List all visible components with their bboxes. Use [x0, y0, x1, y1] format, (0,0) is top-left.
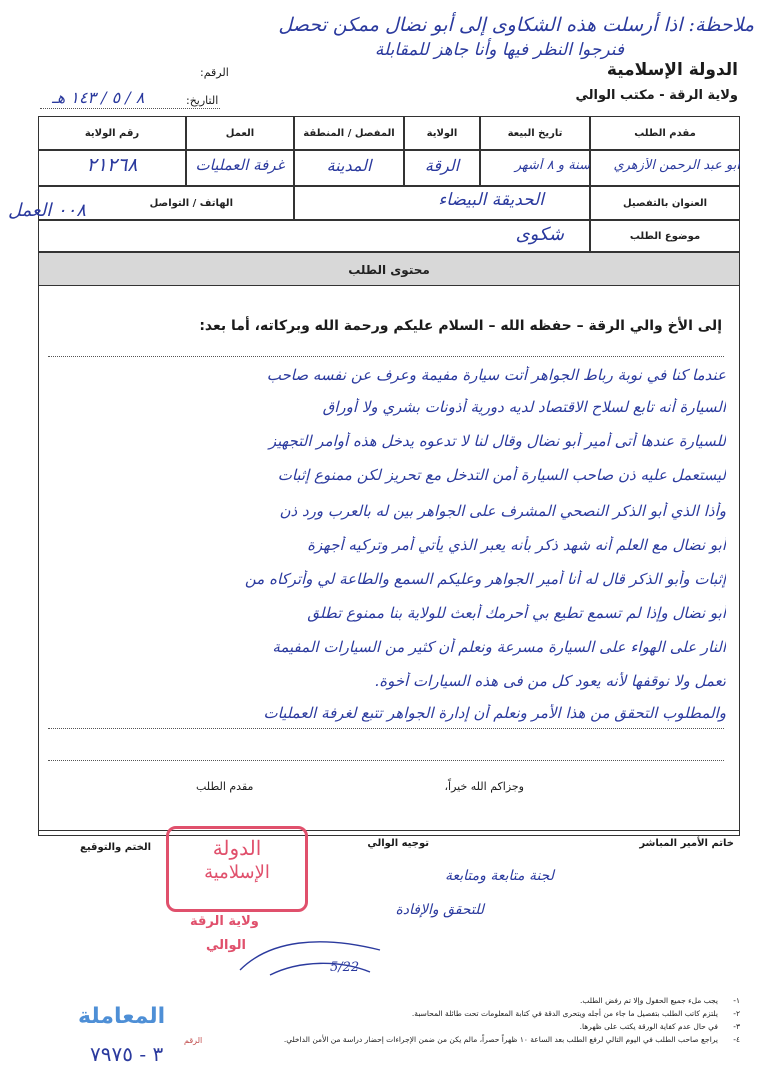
ref-value: ٣ - ٧٩٧٥ [90, 1042, 164, 1066]
body-line: عندما كنا في نوبة رباط الجواهر أتت سيارة مفيمة وعرف عن نفسه صاحب [266, 366, 726, 384]
wilaya-number-value: ٢١٢٦٨ [86, 154, 138, 176]
stamp-line4: الوالي [206, 938, 246, 953]
stamp-line2: الإسلامية [204, 862, 270, 883]
subject-value-cell [38, 220, 590, 252]
body-line: والمطلوب التحقق من هذا الأمر ونعلم أن إدارة الجواهر تتبع لغرفة العمليات [263, 704, 726, 722]
wilaya-number-header: رقم الولاية [38, 116, 186, 150]
ref-label: الرقم [184, 1036, 203, 1045]
emir-label: خاتم الأمير المباشر [639, 838, 734, 849]
top-note-line2: فنرجوا النظر فيها وأنا جاهز للمقابلة [374, 40, 624, 60]
phone-header: الهاتف / التواصل [38, 186, 294, 220]
wali-signature [230, 930, 390, 990]
sign-date: 5/22 [330, 960, 360, 975]
number-label: الرقم: [200, 66, 229, 79]
wali-direction-line1: لجنة متابعة ومتابعة [445, 868, 554, 884]
footer-note: ٣-في حال عدم كفاية الورقة يكتب على ظهرها. [579, 1022, 740, 1031]
phone-value: ٠٠٨ العمل [8, 200, 86, 221]
body-line: السيارة أنه تابع لسلاح الاقتصاد لديه دورية أذونات بشري ولا أوراق [322, 398, 726, 416]
salutation: إلى الأخ والي الرقة – حفظه الله – السلام عليكم ورحمة الله وبركاته، أما بعد: [199, 318, 722, 334]
body-dotted-line-0 [48, 356, 724, 357]
body-line: تعمل ولا نوقفها لأنه يعود كل من فى هذه السيارات أخوة. [374, 672, 726, 690]
date-label: التاريخ: [186, 94, 219, 107]
closing-applicant-label: مقدم الطلب [196, 780, 254, 793]
applicant-value: أبو عبد الرحمن الأزهري [613, 158, 740, 173]
stamp-line1: الدولة [212, 836, 262, 860]
body-line: وأذا الذي أبو الذكر النصحي المشرف على الجواهر بين له بالعرب ورد ذن [279, 502, 726, 520]
state-title: الدولة الإسلامية [606, 60, 738, 80]
pledge-date-value: سنة و ٨ أشهر [514, 158, 590, 173]
content-header: محتوى الطلب [38, 252, 740, 286]
mu3amala-stamp: المعاملة [78, 1004, 166, 1029]
wali-label: توجيه الوالي [367, 838, 429, 849]
subject-value: شكوى [515, 224, 564, 245]
official-stamp [166, 826, 308, 912]
footer-note: ٢-يلتزم كاتب الطلب بتفصيل ما جاء من أجله ويتحرى الدقة في كتابة المعلومات تحت طائلة المحاسبة. [411, 1009, 740, 1018]
stamp-line3: ولاية الرقة [190, 914, 259, 929]
wilaya-header: الولاية [404, 116, 480, 150]
body-line: ليستعمل عليه ذن صاحب السيارة أمن التدخل مع تحريز لكن ممنوع إثبات [277, 466, 726, 484]
footer-note: ٤-يراجع صاحب الطلب في اليوم التالي لرفع الطلب بعد الساعة ١٠ ظهراً حصراً، مالم يكن من ضمن الإجراءات إحضار دراسة من الأمن الداخلي. [283, 1035, 740, 1044]
closing-thanks: وجزاكم الله خيراً، [444, 780, 524, 793]
area-value: المدينة [326, 156, 372, 175]
wali-direction-line2: للتحقق والإفادة [395, 902, 484, 918]
body-dotted-line-11 [48, 728, 724, 729]
work-value: غرفة العمليات [195, 156, 285, 174]
pledge-date-header: تاريخ البيعة [480, 116, 590, 150]
body-line: أبو نضال مع العلم أنه شهد ذكر بأنه يعبر الذي يأتي أمر وتركيه أجهزة [307, 536, 726, 554]
seal-label: الختم والتوقيع [80, 842, 152, 853]
footer-notes [108, 994, 740, 1046]
signature-divider [38, 830, 740, 831]
date-value: ٨ / ٥ / ١٤٣ هـ [52, 88, 145, 107]
body-line: للسيارة عندها أتى أمير أبو نضال وقال لنا لا تدعوه يدخل هذه أوامر التجهيز [268, 432, 726, 450]
date-underline [40, 108, 220, 109]
wilaya-value: الرقة [424, 156, 460, 175]
subject-header: موضوع الطلب [590, 220, 740, 252]
footer-note: ١-يجب ملء جميع الحقول وإلا تم رفض الطلب. [580, 996, 740, 1005]
body-dotted-line-12 [48, 760, 724, 761]
area-header: المفصل / المنطقة [294, 116, 404, 150]
applicant-header: مقدم الطلب [590, 116, 740, 150]
body-line: إثبات وأبو الذكر قال له أنا أمير الجواهر وعليكم السمع والطاعة لي وأتركاه من [244, 570, 726, 588]
top-note-line1: ملاحظة: اذا أرسلت هذه الشكاوى إلى أبو نضال ممكن تحصل [278, 14, 754, 36]
work-header: العمل [186, 116, 294, 150]
address-value: الحديقة البيضاء [438, 190, 544, 210]
address-header: العنوان بالتفصيل [590, 186, 740, 220]
body-line: النار على الهواء على السيارة مسرعة ونعلم أن كثير من السيارات المفيمة [272, 638, 726, 656]
office-title: ولاية الرقة - مكتب الوالي [575, 88, 738, 103]
body-line: أبو نضال وإذا لم تسمع تطيع بي أحرمك أبعث للولاية بنا ممنوع تطلق [307, 604, 726, 622]
